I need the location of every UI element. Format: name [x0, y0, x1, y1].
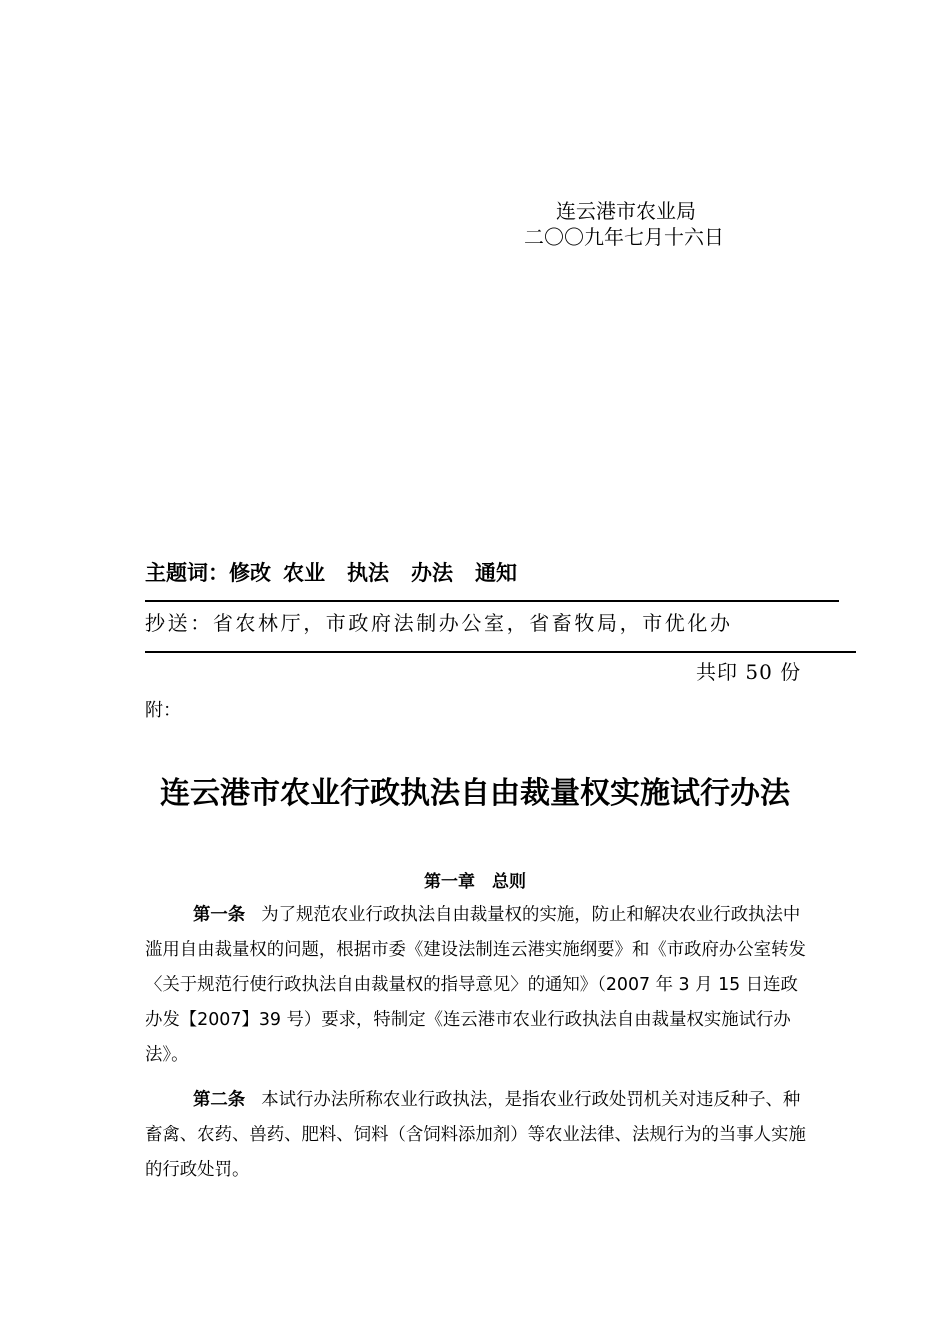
issue-date: 二〇〇九年七月十六日 [524, 225, 724, 249]
divider-bottom [145, 651, 856, 653]
print-count: 共印 50 份 [696, 660, 802, 684]
document-title: 连云港市农业行政执法自由裁量权实施试行办法 [160, 776, 790, 811]
subject-keyword: 通知 [475, 561, 517, 585]
article-paragraph [145, 898, 807, 1073]
subject-keyword: 办法 [411, 561, 453, 585]
subject-keyword: 执法 [347, 561, 389, 585]
subject-keyword: 修改 [229, 561, 271, 585]
attachment-label: 附： [145, 700, 181, 721]
article-paragraph [145, 1083, 807, 1188]
chapter-heading: 第一章 总则 [424, 872, 526, 892]
subject-label: 主题词： [145, 561, 229, 585]
subject-keyword: 农业 [283, 561, 325, 585]
cc-recipients: 省农林厅，市政府法制办公室，省畜牧局，市优化办 [212, 611, 733, 635]
article-number: 第二条 [193, 1090, 246, 1110]
article-text: 为了规范农业行政执法自由裁量权的实施，防止和解决农业行政执法中滥用自由裁量权的问题，根据市委《建设法制连云港实施纲要》和《市政府办公室转发〈关于规范行使行政执法自由裁量权的指导意见〉的通知》（2007 年 3 月 15 日连政办发【2007】39 号）要求，特制定《连云港市农业行政执法自由裁量权实施试行办法》。 [145, 905, 806, 1065]
article-text: 本试行办法所称农业行政执法，是指农业行政处罚机关对违反种子、种畜禽、农药、兽药、肥料、饲料（含饲料添加剂）等农业法律、法规行为的当事人实施的行政处罚。 [145, 1090, 806, 1180]
cc-label: 抄送： [145, 611, 213, 635]
divider-top [145, 600, 839, 602]
article-number: 第一条 [193, 905, 246, 925]
cc-line [145, 607, 733, 639]
issuer-name: 连云港市农业局 [556, 199, 696, 223]
subject-keywords-line [145, 558, 539, 588]
